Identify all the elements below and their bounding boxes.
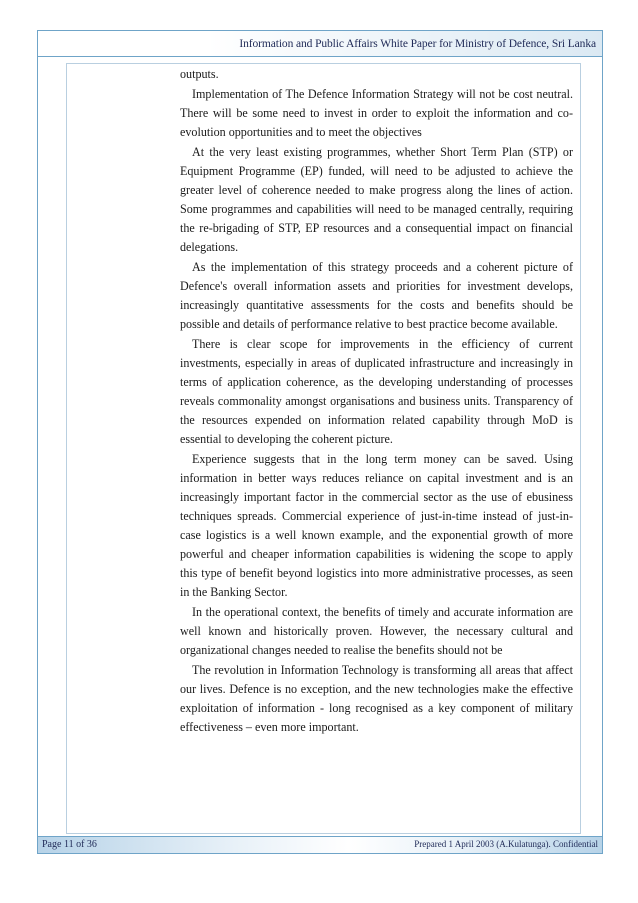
footer-divider [38,836,602,837]
paragraph-7: In the operational context, the benefits of timely and accurate information are well known and historically proven. However, the necessary cultural and organizational changes needed to realise the benefits should not be [180,605,573,657]
paragraph-4: As the implementation of this strategy proceeds and a coherent picture of Defence's overall information assets and priorities for investment develops, increasingly quantitative assessments for the costs and benefits should be possible and details of performance relative to best practice become available. [180,260,573,331]
body-text [180,65,573,737]
paragraph-2: Implementation of The Defence Information Strategy will not be cost neutral. There will be some need to invest in order to exploit the information and co-evolution opportunities and to meet the objectives [180,87,573,139]
header-title: Information and Public Affairs White Paper for Ministry of Defence, Sri Lanka [239,38,596,50]
prepared-note: Prepared 1 April 2003 (A.Kulatunga). Confidential [414,839,598,849]
paragraph-5: There is clear scope for improvements in the efficiency of current investments, especially in areas of duplicated infrastructure and increasingly in terms of application coherence, as the developing understanding of processes reveals commonality amongst organisations and business units. Transparency of the resources expended on information related capability through MoD is essential to developing the coherent picture. [180,337,573,446]
paragraph-8: The revolution in Information Technology is transforming all areas that affect our lives. Defence is no exception, and the new technologies make the effective exploitation of information - long recognised as a key component of military effectiveness – even more important. [180,663,573,734]
paragraph-3: At the very least existing programmes, whether Short Term Plan (STP) or Equipment Programme (EP) funded, will need to be adjusted to achieve the greater level of coherence needed to make progress along the lines of action. Some programmes and capabilities will need to be managed centrally, requiring the re-brigading of STP, EP resources and a consequential impact on financial delegations. [180,145,573,254]
paragraph-6: Experience suggests that in the long term money can be saved. Using information in better ways reduces reliance on capital investment and is an increasingly important factor in the commercial sector as the use of ebusiness techniques spreads. Commercial experience of just-in-time instead of just-in-case logistics is a well known example, and the exponential growth of more powerful and cheaper information capabilities is widening the scope to apply this type of benefit beyond logistics into more administrative processes, as seen in the Banking Sector. [180,452,573,599]
header-divider [38,56,602,57]
page-number: Page 11 of 36 [42,839,97,850]
paragraph-1: outputs. [180,67,219,81]
